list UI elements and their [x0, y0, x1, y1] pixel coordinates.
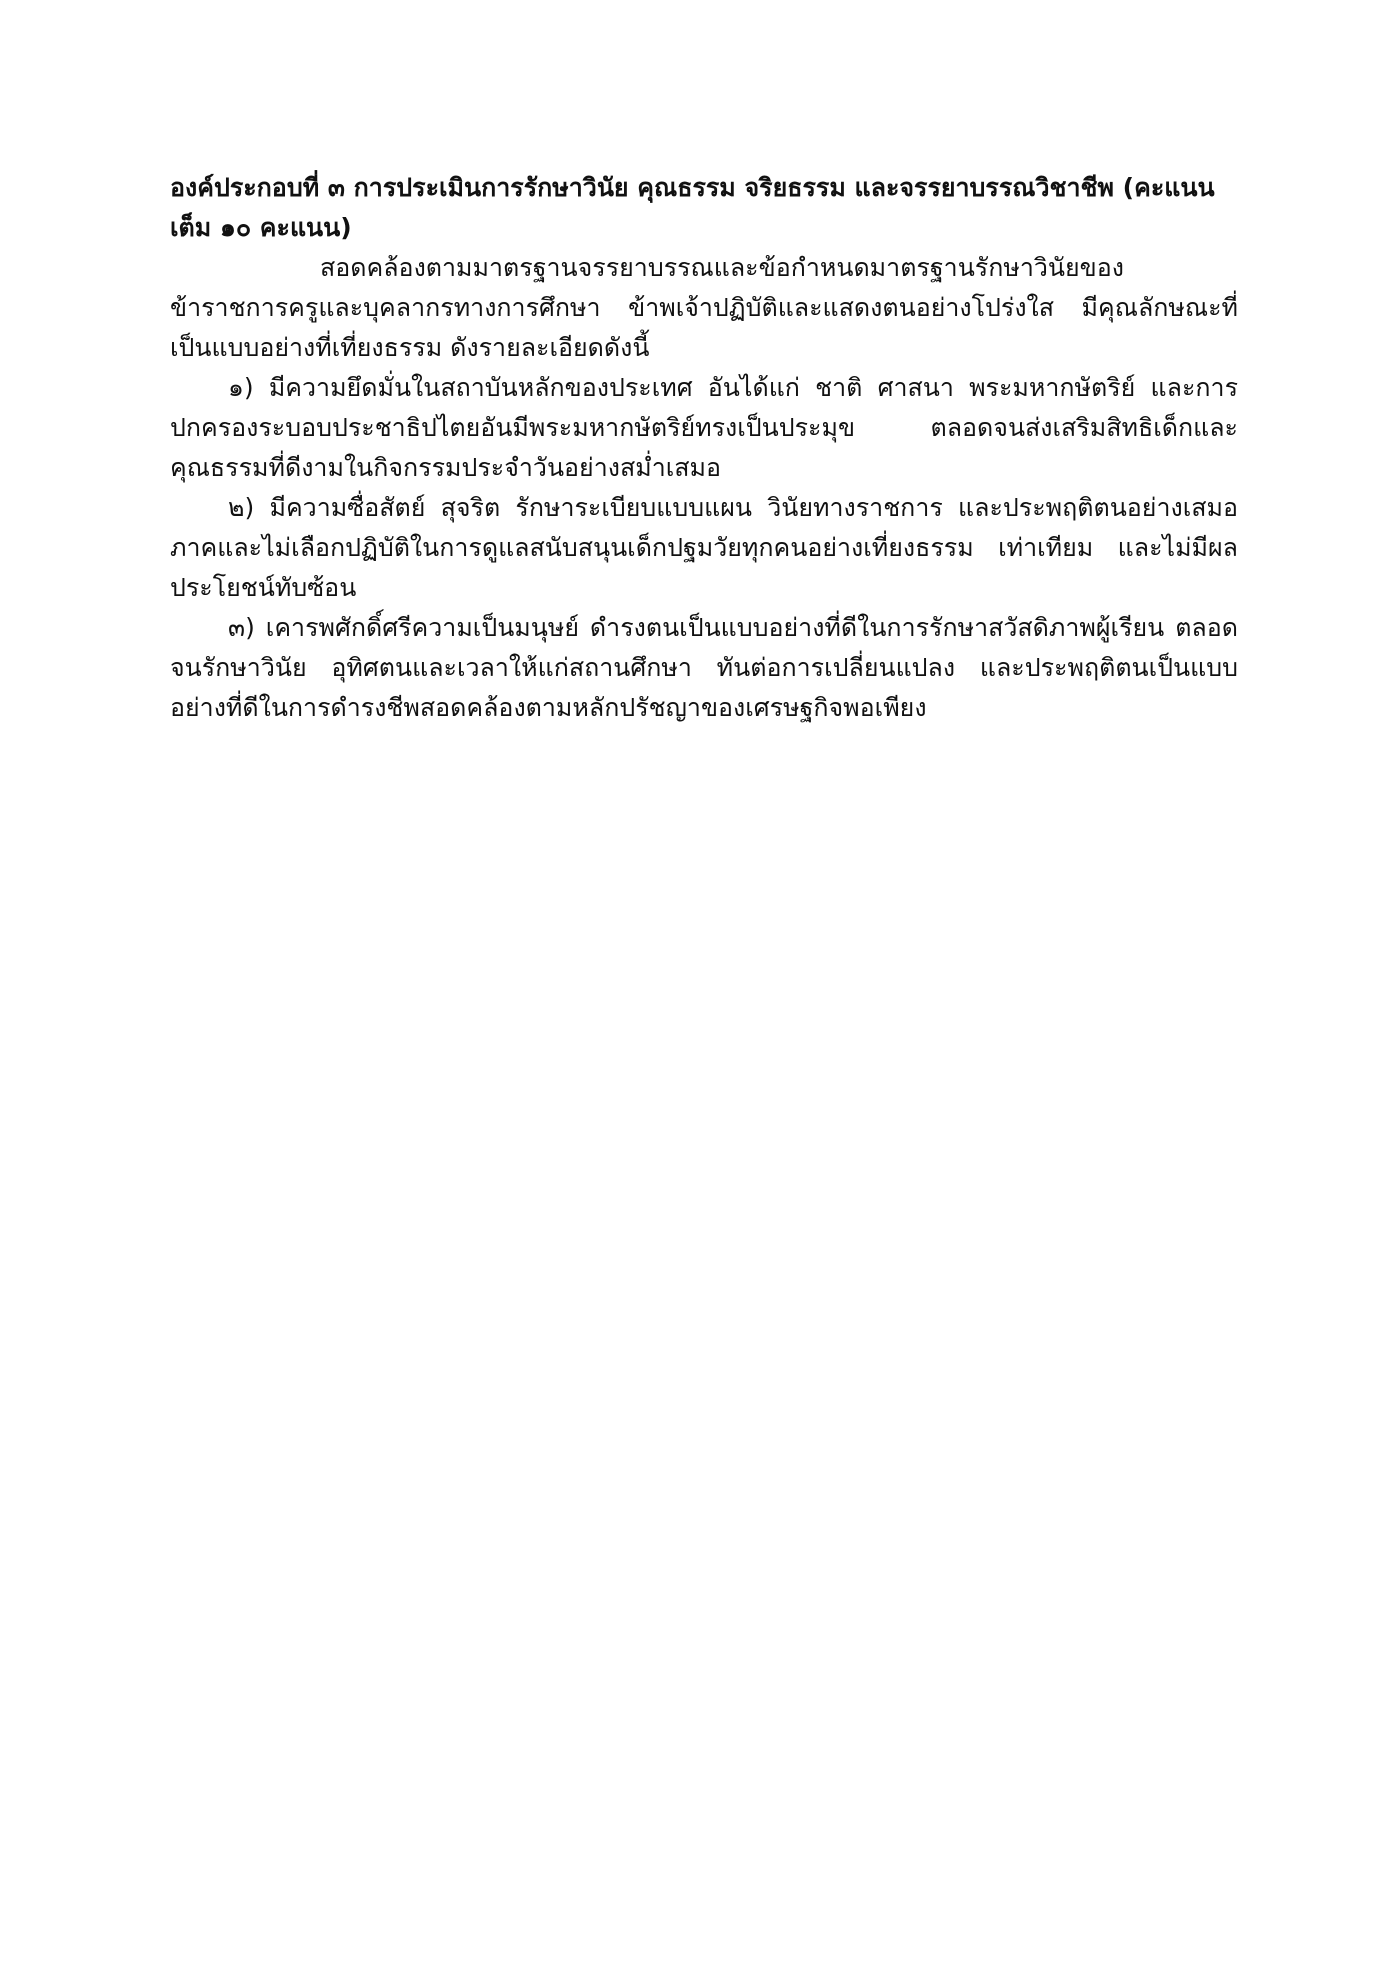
list-item-3: ๓) เคารพศักดิ์ศรีความเป็นมนุษย์ ดำรงตนเป็นแบบอย่างที่ดีในการรักษาสวัสดิภาพผู้เรียน ตลอดจนรักษาวินัย อุทิศตนและเวลาให้แก่สถานศึกษา ทันต่อการเปลี่ยนแปลง และประพฤติตนเป็นแบบอย่างที่ดีในการดำรงชีพสอดคล้องตามหลักปรัชญาของเศรษฐกิจพอเพียง [170, 613, 1238, 722]
document-body [170, 168, 1238, 728]
intro-paragraph: สอดคล้องตามมาตรฐานจรรยาบรรณและข้อกำหนดมาตรฐานรักษาวินัยของข้าราชการครูและบุคลากรทางการศึกษา ข้าพเจ้าปฏิบัติและแสดงตนอย่างโปร่งใส มีคุณลักษณะที่เป็นแบบอย่างที่เที่ยงธรรม ดังรายละเอียดดังนี้ [170, 253, 1238, 362]
list-item-1: ๑) มีความยึดมั่นในสถาบันหลักของประเทศ อันได้แก่ ชาติ ศาสนา พระมหากษัตริย์ และการปกครองระบอบประชาธิปไตยอันมีพระมหากษัตริย์ทรงเป็นประมุข ตลอดจนส่งเสริมสิทธิเด็กและคุณธรรมที่ดีงามในกิจกรรมประจำวันอย่างสม่ำเสมอ [170, 373, 1238, 482]
list-item-2: ๒) มีความซื่อสัตย์ สุจริต รักษาระเบียบแบบแผน วินัยทางราชการ และประพฤติตนอย่างเสมอภาคและไม่เลือกปฏิบัติในการดูแลสนับสนุนเด็กปฐมวัยทุกคนอย่างเที่ยงธรรม เท่าเทียม และไม่มีผลประโยชน์ทับซ้อน [170, 493, 1238, 602]
section-heading: องค์ประกอบที่ ๓ การประเมินการรักษาวินัย คุณธรรม จริยธรรม และจรรยาบรรณวิชาชีพ (คะแนนเต็ม ๑๐ คะแนน) [170, 173, 1215, 242]
